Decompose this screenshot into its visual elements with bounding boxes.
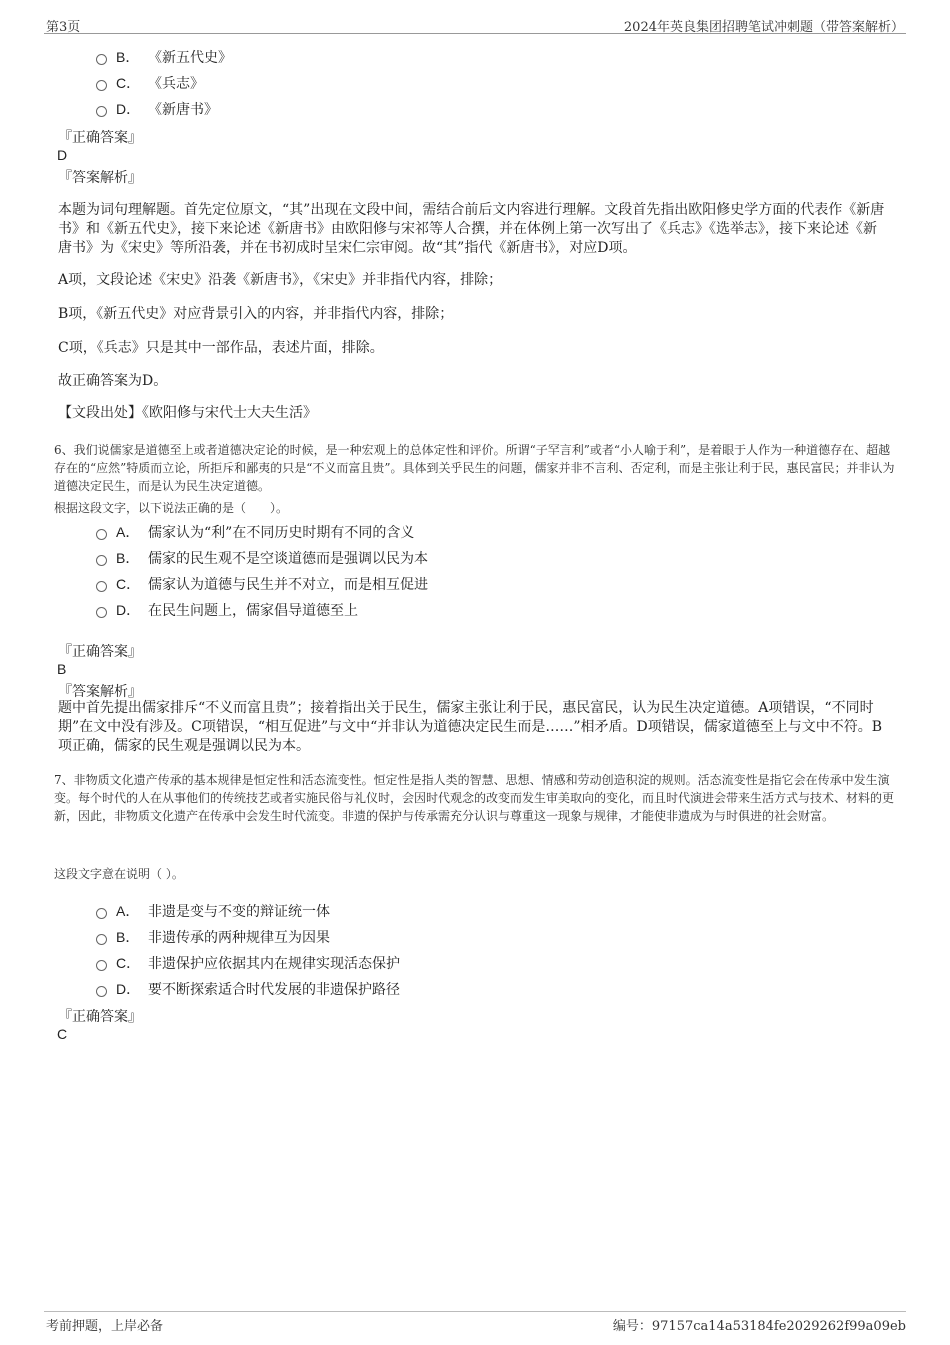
q6-answer: B xyxy=(57,661,67,677)
radio-icon[interactable] xyxy=(96,555,107,566)
option-letter: C． xyxy=(116,576,141,592)
radio-icon[interactable] xyxy=(96,986,107,997)
radio-icon[interactable] xyxy=(96,908,107,919)
radio-icon[interactable] xyxy=(96,934,107,945)
option-text: 《新唐书》 xyxy=(148,102,218,118)
q7-option-b[interactable] xyxy=(96,927,330,947)
q5-analysis-a: A项，文段论述《宋史》沿袭《新唐书》，《宋史》并非指代内容，排除； xyxy=(58,272,503,288)
option-text: 非遗传承的两种规律互为因果 xyxy=(148,930,330,946)
header-divider xyxy=(44,33,906,34)
option-text: 非遗是变与不变的辩证统一体 xyxy=(148,904,330,920)
option-letter: D． xyxy=(116,981,141,997)
q7-option-a[interactable] xyxy=(96,901,330,921)
q5-analysis-b: B项，《新五代史》对应背景引入的内容，并非指代内容，排除； xyxy=(58,306,454,322)
q5-option-b[interactable] xyxy=(96,47,232,67)
q6-option-b[interactable] xyxy=(96,548,428,568)
option-text: 儒家认为“利”在不同历史时期有不同的含义 xyxy=(148,525,415,541)
q5-source: 【文段出处】《欧阳修与宋代士大夫生活》 xyxy=(58,405,317,421)
q6-option-a[interactable] xyxy=(96,522,414,542)
option-letter: A． xyxy=(116,524,140,540)
q6-option-d[interactable] xyxy=(96,600,358,620)
radio-icon[interactable] xyxy=(96,581,107,592)
option-text: 儒家认为道德与民生并不对立，而是相互促进 xyxy=(148,577,428,593)
option-text: 儒家的民生观不是空谈道德而是强调以民为本 xyxy=(148,551,428,567)
q6-analysis-label: 『答案解析』 xyxy=(58,684,142,700)
q5-option-c[interactable] xyxy=(96,73,204,93)
footer-slogan: 考前押题，上岸必备 xyxy=(46,1319,164,1334)
q7-answer-label: 『正确答案』 xyxy=(58,1009,142,1025)
radio-icon[interactable] xyxy=(96,80,107,91)
q7-question: 这段文字意在说明（ ）。 xyxy=(54,867,184,881)
q6-stem: 6、我们说儒家是道德至上或者道德决定论的时候，是一种宏观上的总体定性和评价。所谓“子罕言利”或者“小人喻于利”，是着眼于人作为一种道德存在、超越存在的“应然”特质而立论，所拒斥和鄙夷的只是“不义而富且贵”。具体到关乎民生的问题，儒家并非不言利、否定利，而是主张让利于民，惠民富民；并非认为道德决定民生，而是认为民生决定道德。 xyxy=(54,443,895,493)
q6-analysis: 题中首先提出儒家排斥“不义而富且贵”；接着指出关于民生，儒家主张让利于民，惠民富民，认为民生决定道德。A项错误，“不同时期”在文中没有涉及。C项错误，“相互促进”与文中“并非认为道德决定民生而是……”相矛盾。D项错误，儒家道德至上与文中不符。B项正确，儒家的民生观是强调以民为本。 xyxy=(58,700,883,754)
q6-option-c[interactable] xyxy=(96,574,428,594)
radio-icon[interactable] xyxy=(96,960,107,971)
q5-answer: D xyxy=(57,147,68,163)
option-text: 在民生问题上，儒家倡导道德至上 xyxy=(148,603,358,619)
q6-question: 根据这段文字，以下说法正确的是（ ）。 xyxy=(54,501,289,515)
option-letter: C． xyxy=(116,75,141,91)
option-letter: D． xyxy=(116,101,141,117)
document-title: 2024年英良集团招聘笔试冲刺题（带答案解析） xyxy=(623,20,904,35)
radio-icon[interactable] xyxy=(96,54,107,65)
option-text: 要不断探索适合时代发展的非遗保护路径 xyxy=(148,982,400,998)
q5-analysis-c: C项，《兵志》只是其中一部作品，表述片面，排除。 xyxy=(58,340,384,356)
q6-answer-label: 『正确答案』 xyxy=(58,644,142,660)
option-letter: B． xyxy=(116,49,140,65)
q5-answer-label: 『正确答案』 xyxy=(58,130,142,146)
q7-answer: C xyxy=(57,1026,68,1042)
q7-option-c[interactable] xyxy=(96,953,400,973)
radio-icon[interactable] xyxy=(96,529,107,540)
radio-icon[interactable] xyxy=(96,106,107,117)
q5-analysis-main: 本题为词句理解题。首先定位原文，“其”出现在文段中间，需结合前后文内容进行理解。文段首先指出欧阳修史学方面的代表作《新唐书》和《新五代史》，接下来论述《新唐书》由欧阳修与宋祁等人合撰，并在体例上第一次写出了《兵志》《选举志》，接下来论述《新唐书》为《宋史》等所沿袭，并在书初成时呈宋仁宗审阅。故“其”指代《新唐书》，对应D项。 xyxy=(58,202,885,256)
option-letter: B． xyxy=(116,550,140,566)
option-text: 非遗保护应依据其内在规律实现活态保护 xyxy=(148,956,400,972)
q5-analysis-label: 『答案解析』 xyxy=(58,170,142,186)
q7-stem: 7、非物质文化遗产传承的基本规律是恒定性和活态流变性。恒定性是指人类的智慧、思想、情感和劳动创造积淀的规则。活态流变性是指它会在传承中发生演变。每个时代的人在从事他们的传统技艺或者实施民俗与礼仪时，会因时代观念的改变而发生审美取向的变化，而且时代演进会带来生活方式与技术、材料的更新，因此，非物质文化遗产在传承中会发生时代流变。非遗的保护与传承需充分认识与尊重这一现象与规律，才能使非遗成为与时俱进的社会财富。 xyxy=(54,773,895,823)
page-number: 第3页 xyxy=(46,20,81,35)
option-letter: A． xyxy=(116,903,140,919)
document-id: 编号：97157ca14a53184fe2029262f99a09eb xyxy=(612,1319,906,1334)
option-text: 《兵志》 xyxy=(148,76,204,92)
footer-divider xyxy=(44,1311,906,1312)
q5-option-d[interactable] xyxy=(96,99,218,119)
option-letter: C． xyxy=(116,955,141,971)
radio-icon[interactable] xyxy=(96,607,107,618)
q7-option-d[interactable] xyxy=(96,979,400,999)
option-text: 《新五代史》 xyxy=(148,50,232,66)
q5-conclusion: 故正确答案为D。 xyxy=(58,373,168,389)
option-letter: B． xyxy=(116,929,140,945)
option-letter: D． xyxy=(116,602,141,618)
